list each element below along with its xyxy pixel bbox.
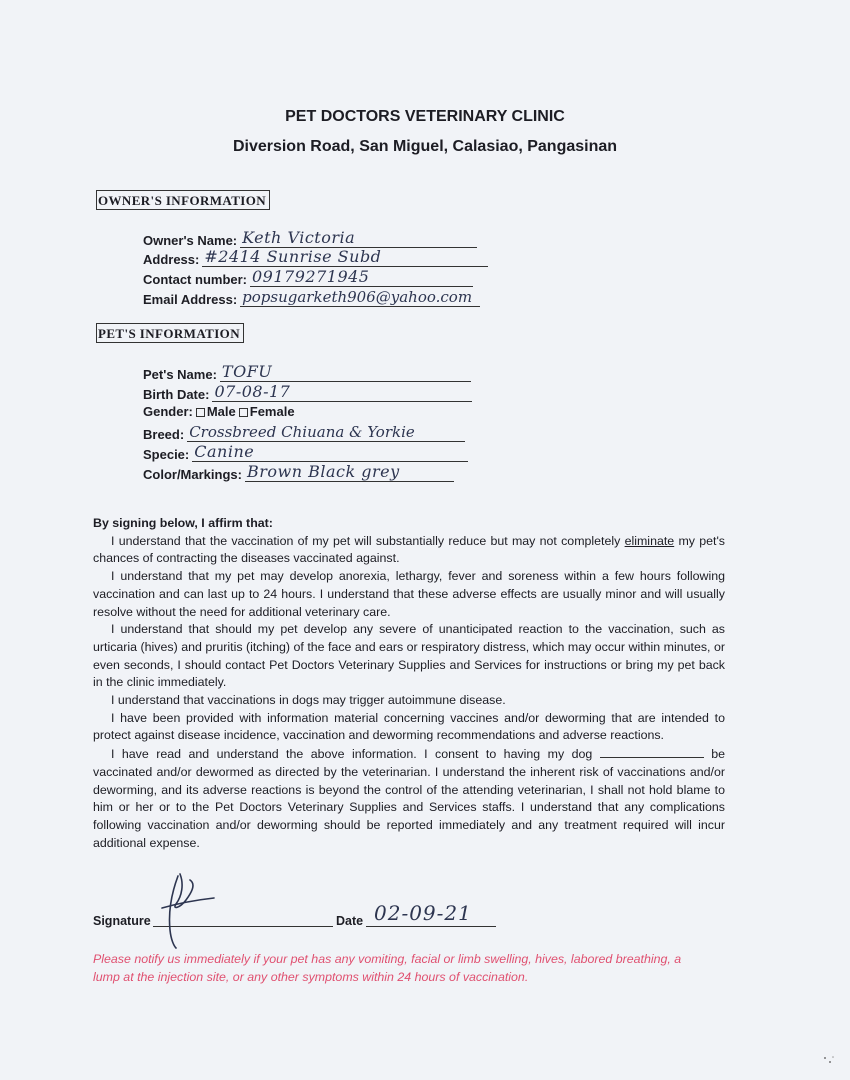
scan-speck-mark — [822, 1054, 836, 1066]
pet-name-field — [143, 363, 471, 381]
contact-line[interactable] — [250, 268, 473, 287]
female-checkbox[interactable] — [239, 408, 248, 417]
specie-field — [143, 443, 468, 461]
statement-p1-underlined: eliminate — [624, 533, 675, 548]
address-line[interactable] — [202, 248, 488, 267]
statement-paragraph-6 — [93, 745, 725, 852]
color-markings-line[interactable] — [245, 463, 454, 482]
owner-name-line[interactable] — [240, 229, 477, 248]
owner-name-value: Keth Victoria — [242, 228, 356, 247]
address-value: #2414 Sunrise Subd — [204, 247, 382, 266]
clinic-address: Diversion Road, San Miguel, Calasiao, Pangasinan — [232, 138, 618, 155]
date-label: Date — [336, 914, 364, 928]
breed-line[interactable] — [187, 423, 465, 442]
birth-date-value: 07-08-17 — [214, 382, 291, 401]
birth-date-field — [143, 383, 472, 401]
statement-p6-start: I have read and understand the above information. I consent to having my dog — [111, 747, 600, 762]
male-checkbox[interactable] — [196, 408, 205, 417]
dog-name-blank[interactable] — [600, 745, 704, 758]
breed-value: Crossbreed Chiuana & Yorkie — [189, 423, 415, 441]
owner-section-title: OWNER'S INFORMATION — [96, 190, 270, 210]
male-option-label: Male — [206, 404, 236, 419]
specie-label: Specie: — [143, 447, 190, 462]
address-field — [143, 248, 488, 266]
breed-field — [143, 423, 465, 441]
date-value: 02-09-21 — [374, 901, 472, 925]
signature-label: Signature — [93, 914, 151, 928]
birth-date-line[interactable] — [212, 383, 472, 402]
vaccination-notice: Please notify us immediately if your pet has any vomiting, facial or limb swelling, hives, labored breathing, a lump at the injection site, or any other symptoms within 24 hours of vaccination. — [93, 952, 682, 984]
specie-value: Canine — [194, 442, 255, 461]
female-option-label: Female — [249, 404, 295, 419]
contact-value: 09179271945 — [252, 267, 370, 286]
email-field — [143, 288, 480, 306]
contact-label: Contact number: — [143, 272, 247, 287]
affirmation-statement — [93, 515, 725, 852]
specie-line[interactable] — [192, 443, 468, 462]
gender-field — [143, 404, 295, 419]
date-line[interactable] — [366, 902, 496, 927]
email-value: popsugarketh906@yahoo.com — [242, 288, 473, 306]
color-markings-label: Color/Markings: — [143, 467, 242, 482]
color-markings-value: Brown Black grey — [246, 462, 400, 481]
affirmation-lead: By signing below, I affirm that: — [93, 516, 273, 530]
email-label: Email Address: — [143, 292, 238, 307]
statement-paragraph-5: I have been provided with information material concerning vaccines and/or deworming that are intended to protect against disease incidence, vaccination and deworming recommendations and adverse reactions. — [93, 710, 725, 743]
breed-label: Breed: — [143, 427, 185, 442]
email-line[interactable] — [240, 288, 480, 307]
statement-paragraph-2: I understand that my pet may develop anorexia, lethargy, fever and soreness within a few hours following vaccination and can last up to 24 hours. I understand that these adverse effects are usually minor and will usually resolve without the need for additional veterinary care. — [93, 569, 725, 619]
address-label: Address: — [143, 252, 200, 267]
pet-section-title: PET'S INFORMATION — [96, 323, 244, 343]
statement-paragraph-4: I understand that vaccinations in dogs may trigger autoimmune disease. — [111, 693, 506, 708]
owner-name-field — [143, 229, 477, 247]
statement-p1-end: my pet's chances of contracting the diseases vaccinated against. — [93, 533, 725, 566]
clinic-name: PET DOCTORS VETERINARY CLINIC — [285, 108, 565, 125]
pet-name-label: Pet's Name: — [143, 367, 217, 382]
handwritten-signature — [150, 870, 220, 950]
contact-field — [143, 268, 473, 286]
statement-paragraph-3: I understand that should my pet develop any severe of unanticipated reaction to the vaccination, such as urticaria (hives) and pruritis (itching) of the face and ears or respiratory distress, which may occur within minutes, or even seconds, I should contact Pet Doctors Veterinary Supplies and Services for instructions or bring my pet back in the clinic immediately. — [93, 622, 725, 690]
birth-date-label: Birth Date: — [143, 387, 210, 402]
owner-name-label: Owner's Name: — [143, 233, 238, 248]
color-markings-field — [143, 463, 454, 481]
statement-p1-start: I understand that the vaccination of my pet will substantially reduce but may not completely — [111, 533, 625, 548]
gender-label: Gender: — [143, 404, 193, 419]
statement-p6-end: be vaccinated and/or dewormed as directed by the veterinarian. I understand the inherent risk of vaccinations and/or deworming, and its adverse reactions is beyond the control of the attending veterinarian, I shall not hold blame to him or her or to the Pet Doctors Veterinary Supplies and Services staffs. I understand that any complications following vaccination and/or deworming should be reported immediately and any treatment required will incur additional expense. — [93, 747, 726, 850]
pet-name-line[interactable] — [220, 363, 471, 382]
pet-name-value: TOFU — [221, 362, 273, 381]
statement-paragraph-1 — [93, 533, 725, 568]
